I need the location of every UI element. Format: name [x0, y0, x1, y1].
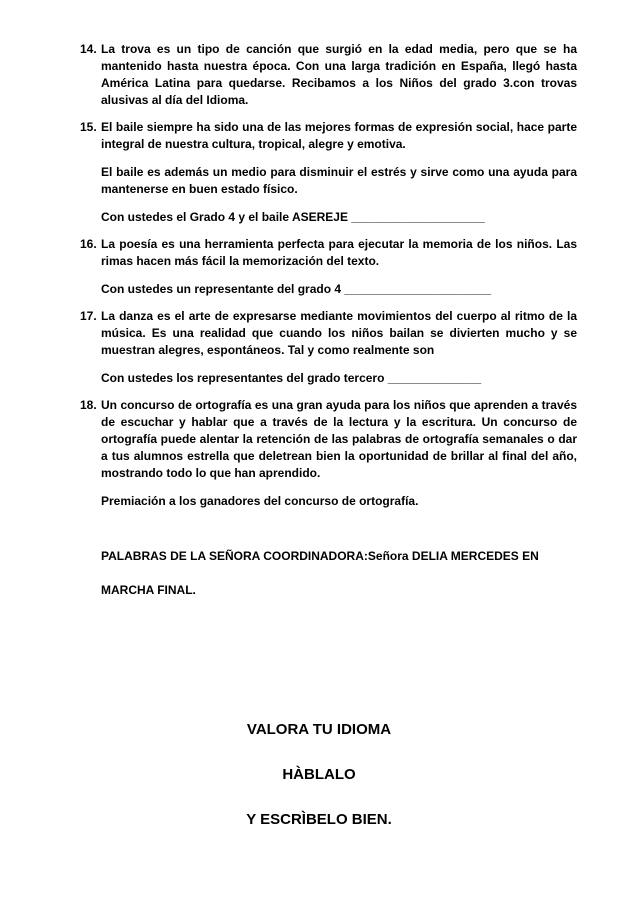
- closing-line-1: VALORA TU IDIOMA: [246, 721, 392, 738]
- item-paragraph: El baile siempre ha sido una de las mejores formas de expresión social, hace parte integral de nuestra cultura, tropical, alegre y emotiva.: [101, 120, 577, 151]
- item-paragraph: Premiación a los ganadores del concurso de ortografía.: [101, 494, 419, 508]
- item-paragraph: Un concurso de ortografía es una gran ayuda para los niños que aprenden a través de escuchar y hablar que a través de la lectura y la escritura. Un concurso de ortografía puede alentar la retención de las palabras de ortografía semanales o dar a tus alumnos estrella que deletrean bien la oportunidad de brillar al final del año, mostrando todo lo que han aprendido.: [101, 398, 577, 480]
- item-number: 17.: [80, 309, 97, 323]
- item-paragraph: Con ustedes los representantes del grado tercero ______________: [101, 371, 482, 385]
- numbered-item-list: [80, 41, 577, 520]
- list-item: [80, 308, 577, 387]
- final-march-line: MARCHA FINAL.: [101, 583, 196, 597]
- list-item: [80, 236, 577, 298]
- list-item: [80, 397, 577, 510]
- item-paragraph: La poesía es una herramienta perfecta para ejecutar la memoria de los niños. Las rimas hacen más fácil la memorización del texto.: [101, 237, 577, 268]
- item-paragraph: La trova es un tipo de canción que surgió en la edad media, pero que se ha mantenido hasta nuestra época. Con una larga tradición en España, llegó hasta América Latina para quedarse. Recibamos a los Niños del grado 3.con trovas alusivas al día del Idioma.: [101, 42, 577, 107]
- item-number: 14.: [80, 42, 97, 56]
- item-paragraph: El baile es además un medio para disminuir el estrés y sirve como una ayuda para mantenerse en buen estado físico.: [101, 165, 577, 196]
- closing-line-3: Y ESCRÌBELO BIEN.: [246, 811, 392, 828]
- item-number: 16.: [80, 237, 97, 251]
- item-paragraph: Con ustedes el Grado 4 y el baile ASEREJE ____________________: [101, 210, 485, 224]
- item-paragraph: La danza es el arte de expresarse mediante movimientos del cuerpo al ritmo de la música. Es una realidad que cuando los niños bailan se divierten mucho y se muestran alegres, espontáneos. Tal y como realmente son: [101, 309, 577, 357]
- item-paragraph: Con ustedes un representante del grado 4 ______________________: [101, 282, 492, 296]
- closing-line-2: HÀBLALO: [282, 766, 356, 783]
- list-item: [80, 119, 577, 226]
- list-item: [80, 41, 577, 109]
- item-number: 18.: [80, 398, 97, 412]
- item-number: 15.: [80, 120, 97, 134]
- coordinator-words-line: PALABRAS DE LA SEÑORA COORDINADORA:Señora DELIA MERCEDES EN: [101, 549, 539, 563]
